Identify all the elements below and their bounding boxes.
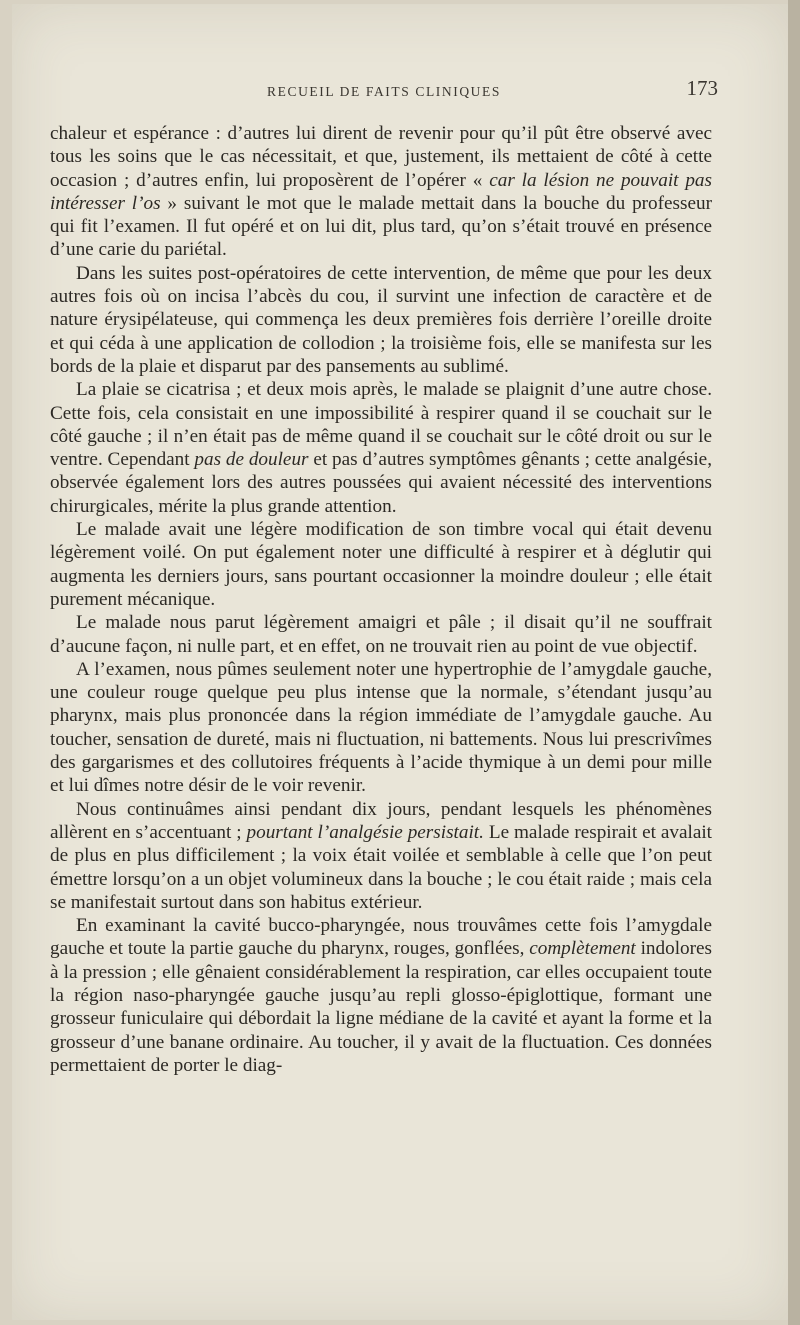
text-run: indolores à la pression ; elle gênaient considérablement la respiration, car elles occupaient toute la région naso-pharyngée gauche jusqu’au repli glosso-épiglottique, formant une grosseur funiculaire qui débordait la ligne médiane de la cavité et ayant la forme et la grosseur d’une banane ordinaire. Au toucher, il y avait de la fluctuation. Ces données permettaient de porter le diag-	[50, 938, 712, 1076]
text-run: » suivant le mot que le malade mettait dans la bouche du professeur qui fit l’examen. Il fut opéré et on lui dit, plus tard, qu’on s’était trouvé en présence d’une carie du pariétal.	[50, 192, 712, 261]
text-run: La plaie se cicatrisa ; et deux mois après, le malade se plaignit d’une autre chose. Cette fois, cela consistait en une impossibilité à respirer quand il se couchait sur le côté gauche ; il n’en était pas de même quand il se couchait sur le côté droit ou sur le ventre. Cependant	[50, 379, 712, 471]
text-run: A l’examen, nous pûmes seulement noter une hypertrophie de l’amygdale gauche, une couleur rouge quelque peu plus intense que la normale, s’étendant jusqu’au pharynx, mais plus prononcée dans la région immédiate de l’amygdale gauche. Au toucher, sensation de dureté, mais ni fluctuation, ni battements. Nous lui prescrivîmes des gargarismes et des collutoires fréquents à l’acide thymique à un demi pour mille et lui dîmes notre désir de le voir revenir.	[50, 658, 712, 797]
paragraph-5	[50, 611, 712, 658]
italic-run: car la lésion ne pouvait pas intéresser l’os	[50, 169, 712, 214]
paragraph-8	[50, 914, 712, 1077]
text-run: et pas d’autres symptômes gênants ; cette analgésie, observée également lors des autres poussées qui avaient nécessité des interventions chirurgicales, mérite la plus grande attention.	[50, 449, 712, 517]
italic-run: pourtant l’analgésie persistait.	[246, 821, 484, 843]
text-run: Le malade respirait et avalait de plus en plus difficilement ; la voix était voilée et semblable à celle que l’on peut émettre lorsqu’on a un objet volumineux dans la bouche ; le cou était raide ; mais cela se manifestait surtout dans son habitus extérieur.	[50, 821, 712, 913]
text-run: Dans les suites post-opératoires de cette intervention, de même que pour les deux autres fois où on incisa l’abcès du cou, il survint une infection de caractère et de nature érysipélateuse, qui commença les deux premières fois derrière l’oreille droite et qui céda à une application de collodion ; la troisième fois, elle se manifesta sur les bords de la plaie et disparut par des pansements au sublimé.	[50, 262, 712, 377]
text-run: En examinant la cavité bucco-pharyngée, nous trouvâmes cette fois l’amygdale gauche et toute la partie gauche du pharynx, rouges, gonflées,	[50, 915, 712, 960]
body-text	[50, 122, 712, 1077]
text-run: Le malade avait une légère modification de son timbre vocal qui était devenu légèrement voilé. On put également noter une difficulté à respirer et à déglutir qui augmenta les derniers jours, sans pourtant occasionner la moindre douleur ; elle était purement mécanique.	[50, 519, 712, 610]
paragraph-1	[50, 122, 712, 262]
paragraph-3	[50, 378, 712, 518]
italic-run: complètement	[529, 938, 636, 960]
text-run: Nous continuâmes ainsi pendant dix jours, pendant lesquels les phénomènes allèrent en s’accentuant ;	[50, 798, 712, 843]
paragraph-6	[50, 658, 712, 798]
page-number: 173	[686, 76, 718, 100]
text-run: chaleur et espérance : d’autres lui dirent de revenir pour qu’il pût être observé avec tous les soins que le cas nécessitait, et que, justement, ils mettaient de côté à cette occasion ; d’autres enfin, lui proposèrent de l’opérer «	[50, 123, 712, 191]
running-title: RECUEIL DE FAITS CLINIQUES	[267, 84, 501, 99]
page-edge	[788, 0, 800, 1325]
paragraph-7	[50, 798, 712, 914]
paragraph-2	[50, 262, 712, 378]
page-header	[50, 76, 718, 106]
text-run: Le malade nous parut légèrement amaigri et pâle ; il disait qu’il ne souffrait d’aucune façon, ni nulle part, et en effet, on ne trouvait rien au point de vue objectif.	[50, 612, 712, 657]
paragraph-4	[50, 518, 712, 611]
italic-run: pas de douleur	[194, 449, 309, 471]
